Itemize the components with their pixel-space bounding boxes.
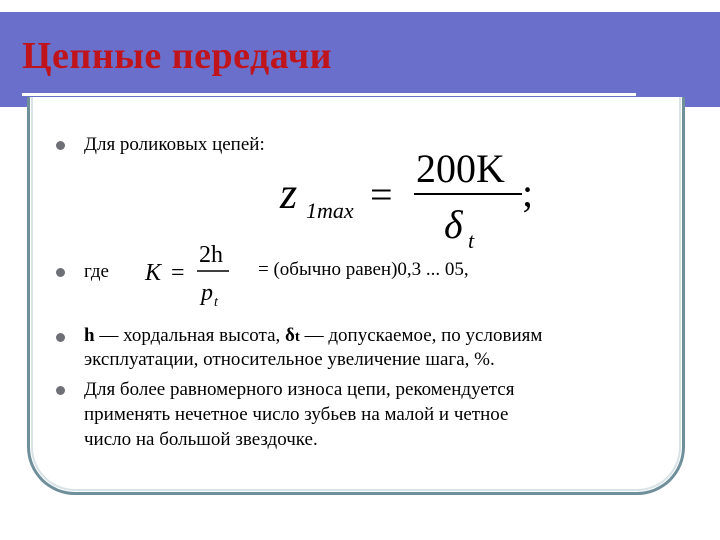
bullet-text-chord-height [84, 324, 542, 349]
symbol-delta-sub: t [294, 329, 300, 345]
formula2-denominator-sub: t [214, 295, 218, 310]
symbol-delta: δ [285, 325, 295, 346]
bullet-text-where: где [84, 261, 109, 282]
formula1-denominator-var: δ [444, 202, 463, 247]
bullet-text-uniform-wear-line3: число на большой звездочке. [84, 429, 318, 450]
formula1-denominator-sub: t [468, 228, 475, 253]
bullet-text-roller-chains: Для роликовых цепей: [84, 134, 265, 155]
formula1-equals: = [370, 172, 393, 217]
formula2-tail: = (обычно равен)0,3 ... 05, [258, 259, 469, 280]
bullet-text-uniform-wear-line1: Для более равномерного износа цепи, рекомендуется [84, 379, 515, 400]
formula2-numerator: 2h [199, 242, 223, 268]
text-chord-height: — хордальная высота, [94, 325, 285, 346]
formula-z1max [270, 138, 570, 253]
formula1-numerator: 200K [416, 146, 505, 191]
formula1-lhs-sub: 1max [306, 198, 354, 223]
formula2-equals: = [171, 260, 185, 286]
bullet-dot [56, 333, 65, 342]
symbol-h: h [84, 325, 95, 346]
bullet-dot [56, 141, 65, 150]
bullet-dot [56, 386, 65, 395]
formula2-lhs: K [145, 260, 162, 286]
formula-K [143, 240, 253, 310]
bullet-text-uniform-wear-line2: применять нечетное число зубьев на малой и четное [84, 404, 509, 425]
bullet-text-chord-height-line2: эксплуатации, относительное увеличение шага, %. [84, 349, 495, 370]
slide-title: Цепные передачи [22, 35, 333, 77]
formula1-lhs-var: z [280, 169, 298, 218]
text-allowable: — допускаемое, по условиям [299, 325, 543, 346]
title-underline [22, 93, 636, 96]
bullet-dot [56, 268, 65, 277]
formula1-semicolon: ; [522, 170, 534, 215]
formula2-denominator-var: p [201, 280, 213, 306]
